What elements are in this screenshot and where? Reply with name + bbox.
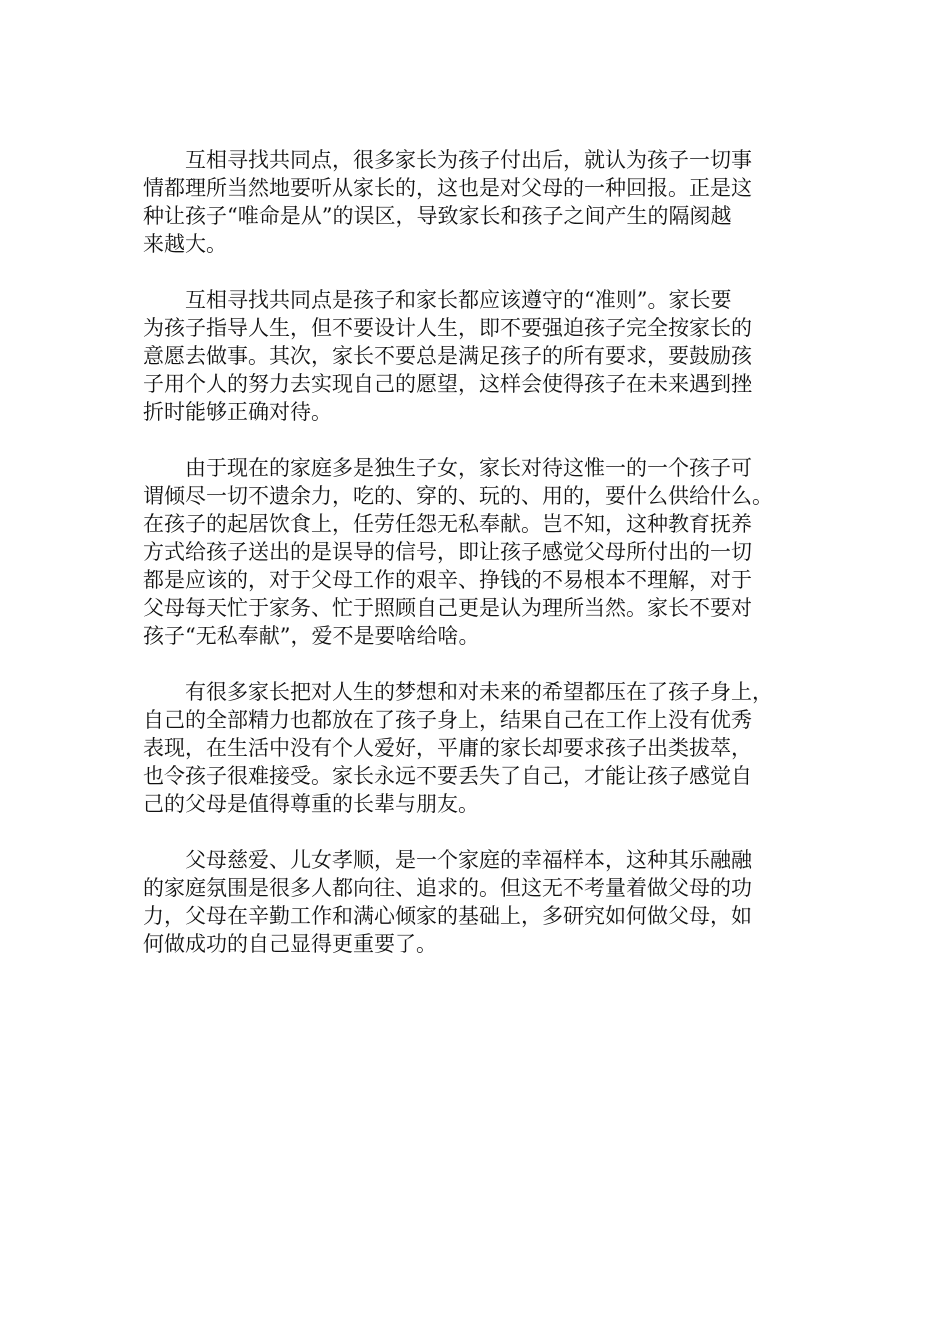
paragraph-1: 互相寻找共同点，很多家长为孩子付出后，就认为孩子一切事 情都理所当然地要听从家长的，这也是对父母的一种回报。正是这 种让孩子“唯命是从”的误区，导致家长和孩子之间产生的隔阂越 来越大。 — [143, 148, 752, 256]
paragraph-3: 由于现在的家庭多是独生子女，家长对待这惟一的一个孩子可 谓倾尽一切不遗余力，吃的、穿的、玩的、用的，要什么供给什么。 在孩子的起居饮食上，任劳任怨无私奉献。岂不知，这种教育抚养 方式给孩子送出的是误导的信号，即让孩子感觉父母所付出的一切 都是应该的，对于父母工作的艰辛、挣钱的不易根本不理解，对于 父母每天忙于家务、忙于照顾自己更是认为理所当然。家长不要对 孩子“无私奉献”，爱不是要啥给啥。 — [143, 456, 773, 648]
paragraph-5: 父母慈爱、儿女孝顺，是一个家庭的幸福样本，这种其乐融融 的家庭氛围是很多人都向往、追求的。但这无不考量着做父母的功 力，父母在辛勤工作和满心倾家的基础上，多研究如何做父母，如 何做成功的自己显得更重要了。 — [143, 848, 752, 956]
document-body — [143, 146, 815, 986]
paragraph-4: 有很多家长把对人生的梦想和对未来的希望都压在了孩子身上， 自己的全部精力也都放在了孩子身上，结果自己在工作上没有优秀 表现，在生活中没有个人爱好，平庸的家长却要求孩子出类拔萃， 也令孩子很难接受。家长永远不要丢失了自己，才能让孩子感觉自 己的父母是值得尊重的长辈与朋友。 — [143, 680, 773, 816]
paragraph-2: 互相寻找共同点是孩子和家长都应该遵守的“准则”。家长要 为孩子指导人生，但不要设计人生，即不要强迫孩子完全按家长的 意愿去做事。其次，家长不要总是满足孩子的所有要求，要鼓励孩 子用个人的努力去实现自己的愿望，这样会使得孩子在未来遇到挫 折时能够正确对待。 — [143, 288, 752, 424]
